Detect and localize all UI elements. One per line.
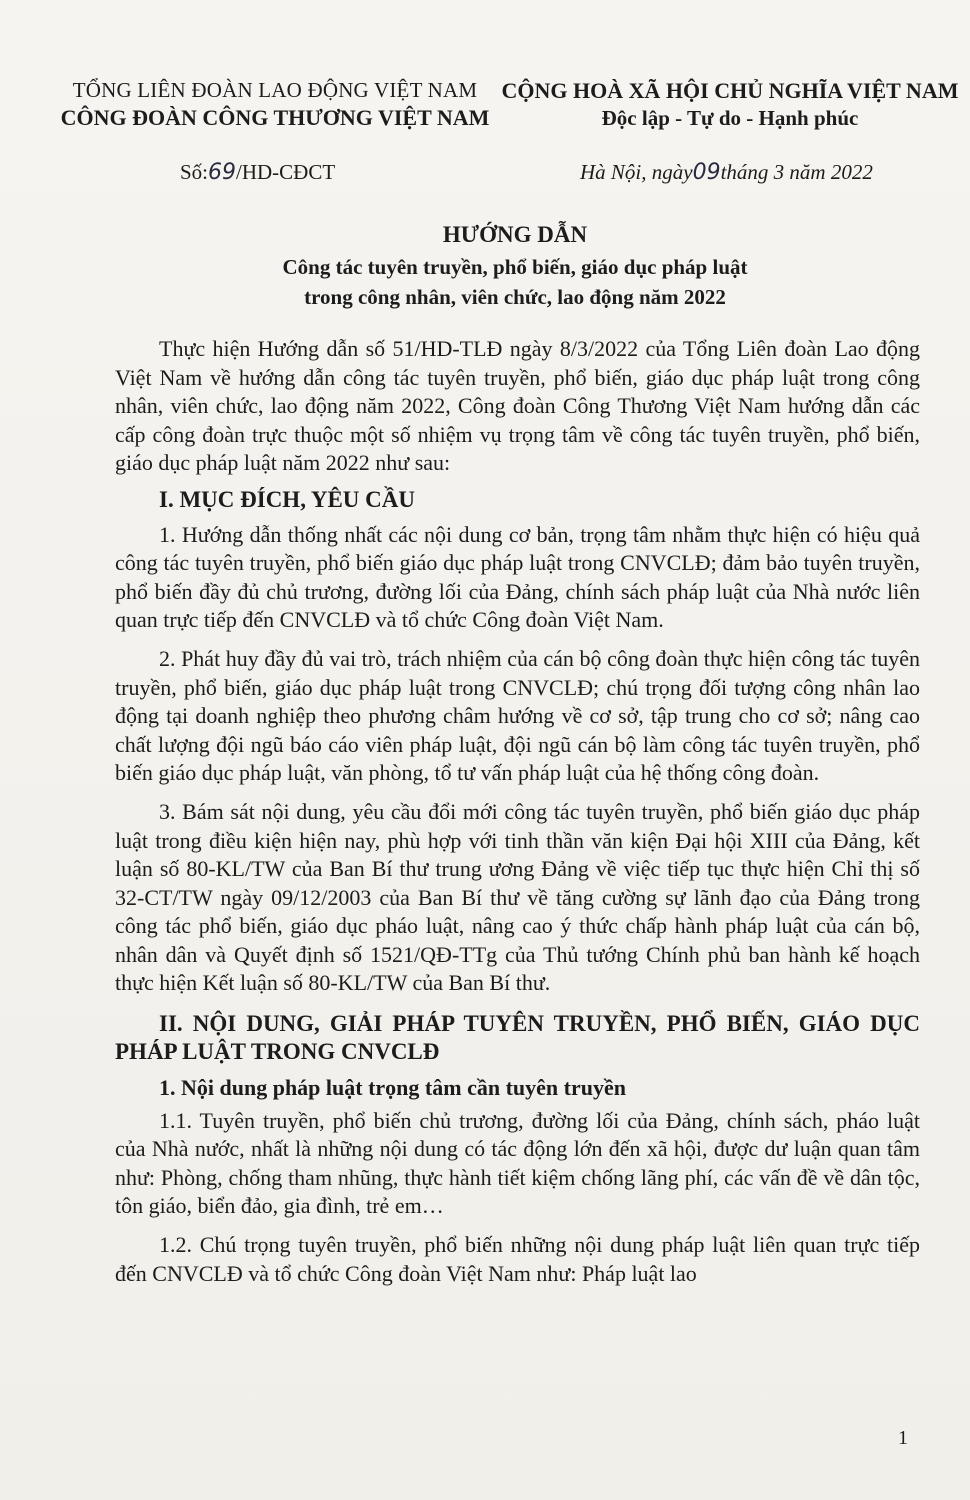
section-2-paragraph-1-1: 1.1. Tuyên truyền, phổ biến chủ trương, đường lối của Đảng, chính sách, pháo luật của Nhà nước, nhất là những nội dung có tác động lớn đến xã hội, được dư luận quan tâm như: Phòng, chống tham nhũng, thực hành tiết kiệm chống lãng phí, các vấn đề về dân tộc, tôn giáo, biển đảo, gia đình, trẻ em… [115,1107,920,1219]
doc-number-handwritten: 69 [208,160,237,185]
section-1-paragraph-1: 1. Hướng dẫn thống nhất các nội dung cơ bản, trọng tâm nhằm thực hiện có hiệu quả công tác tuyên truyền, phổ biến giáo dục pháp luật trong CNVCLĐ; đảm bảo tuyên truyền, phổ biến đầy đủ chủ trương, đường lối của Đảng, chính sách pháp luật của Nhà nước liên quan trực tiếp đến CNVCLĐ và tổ chức Công đoàn Việt Nam. [115,521,920,633]
section-2-paragraph-1-2: 1.2. Chú trọng tuyên truyền, phổ biến những nội dung pháp luật liên quan trực tiếp đến CNVCLĐ và tổ chức Công đoàn Việt Nam như: Pháp luật lao [115,1232,920,1286]
date-prefix: Hà Nội, ngày [580,160,693,184]
doc-number-suffix: /HD-CĐCT [236,160,336,184]
section-1-paragraph-2: 2. Phát huy đầy đủ vai trò, trách nhiệm của cán bộ công đoàn thực hiện công tác tuyên truyền, phổ biến, giáo dục pháp luật trong CNVCLĐ; chú trọng đối tượng công nhân lao động tại doanh nghiệp theo phương châm hướng về cơ sở, tập trung cho cơ sở; nâng cao chất lượng đội ngũ báo cáo viên pháp luật, đội ngũ cán bộ làm công tác tuyên truyền, phổ biến giáo dục pháp luật, văn phòng, tổ tư vấn pháp luật của hệ thống công đoàn. [115,645,920,786]
issuer-header [40,78,510,131]
section-2-heading: II. NỘI DUNG, GIẢI PHÁP TUYÊN TRUYỀN, PHỔ BIẾN, GIÁO DỤC PHÁP LUẬT TRONG CNVCLĐ [115,1011,920,1065]
document-title: HƯỚNG DẪN [442,222,588,247]
document-date [580,160,873,185]
section-2-subheading-1: 1. Nội dung pháp luật trọng tâm cần tuyên truyền [159,1075,626,1101]
document-subtitle-line1: Công tác tuyên truyền, phổ biến, giáo dục pháp luật [282,255,748,279]
national-header [500,78,960,131]
date-suffix: tháng 3 năm 2022 [720,160,873,184]
document-title-block [0,222,970,312]
document-subtitle-line2: trong công nhân, viên chức, lao động năm 2022 [304,285,726,309]
national-title: CỘNG HOÀ XÃ HỘI CHỦ NGHĨA VIỆT NAM [501,78,959,103]
section-1-heading: I. MỤC ĐÍCH, YÊU CẦU [159,486,415,512]
document-number [180,160,335,185]
intro-paragraph: Thực hiện Hướng dẫn số 51/HD-TLĐ ngày 8/3/2022 của Tổng Liên đoàn Lao động Việt Nam về hướng dẫn công tác tuyên truyền, phổ biến, giáo dục pháp luật trong công nhân, viên chức, lao động năm 2022, Công đoàn Công Thương Việt Nam hướng dẫn các cấp công đoàn trực thuộc một số nhiệm vụ trọng tâm về công tác tuyên truyền, phổ biến, giáo dục pháp luật năm 2022 như sau: [115,336,920,476]
national-motto: Độc lập - Tự do - Hạnh phúc [601,106,859,130]
date-handwritten-day: 09 [692,160,721,185]
section-1-paragraph-3: 3. Bám sát nội dung, yêu cầu đổi mới công tác tuyên truyền, phổ biến giáo dục pháp luật trong điều kiện hiện nay, phù hợp với tinh thần văn kiện Đại hội XIII của Đảng, kết luận số 80-KL/TW của Ban Bí thư trung ương Đảng về việc tiếp tục thực hiện Chỉ thị số 32-CT/TW ngày 09/12/2003 của Ban Bí thư về tăng cường sự lãnh đạo của Đảng trong công tác phổ biến, giáo dục pháo luật, nâng cao ý thức chấp hành pháp luật của cán bộ, nhân dân và Quyết định số 1521/QĐ-TTg của Thủ tướng Chính phủ ban hành kế hoạch thực hiện Kết luận số 80-KL/TW của Ban Bí thư. [115,798,920,996]
parent-organization: TỔNG LIÊN ĐOÀN LAO ĐỘNG VIỆT NAM [72,78,478,102]
document-body [115,335,920,1288]
page-number: 1 [898,1427,908,1449]
issuing-organization: CÔNG ĐOÀN CÔNG THƯƠNG VIỆT NAM [60,105,490,130]
doc-number-prefix: Số: [180,160,209,184]
